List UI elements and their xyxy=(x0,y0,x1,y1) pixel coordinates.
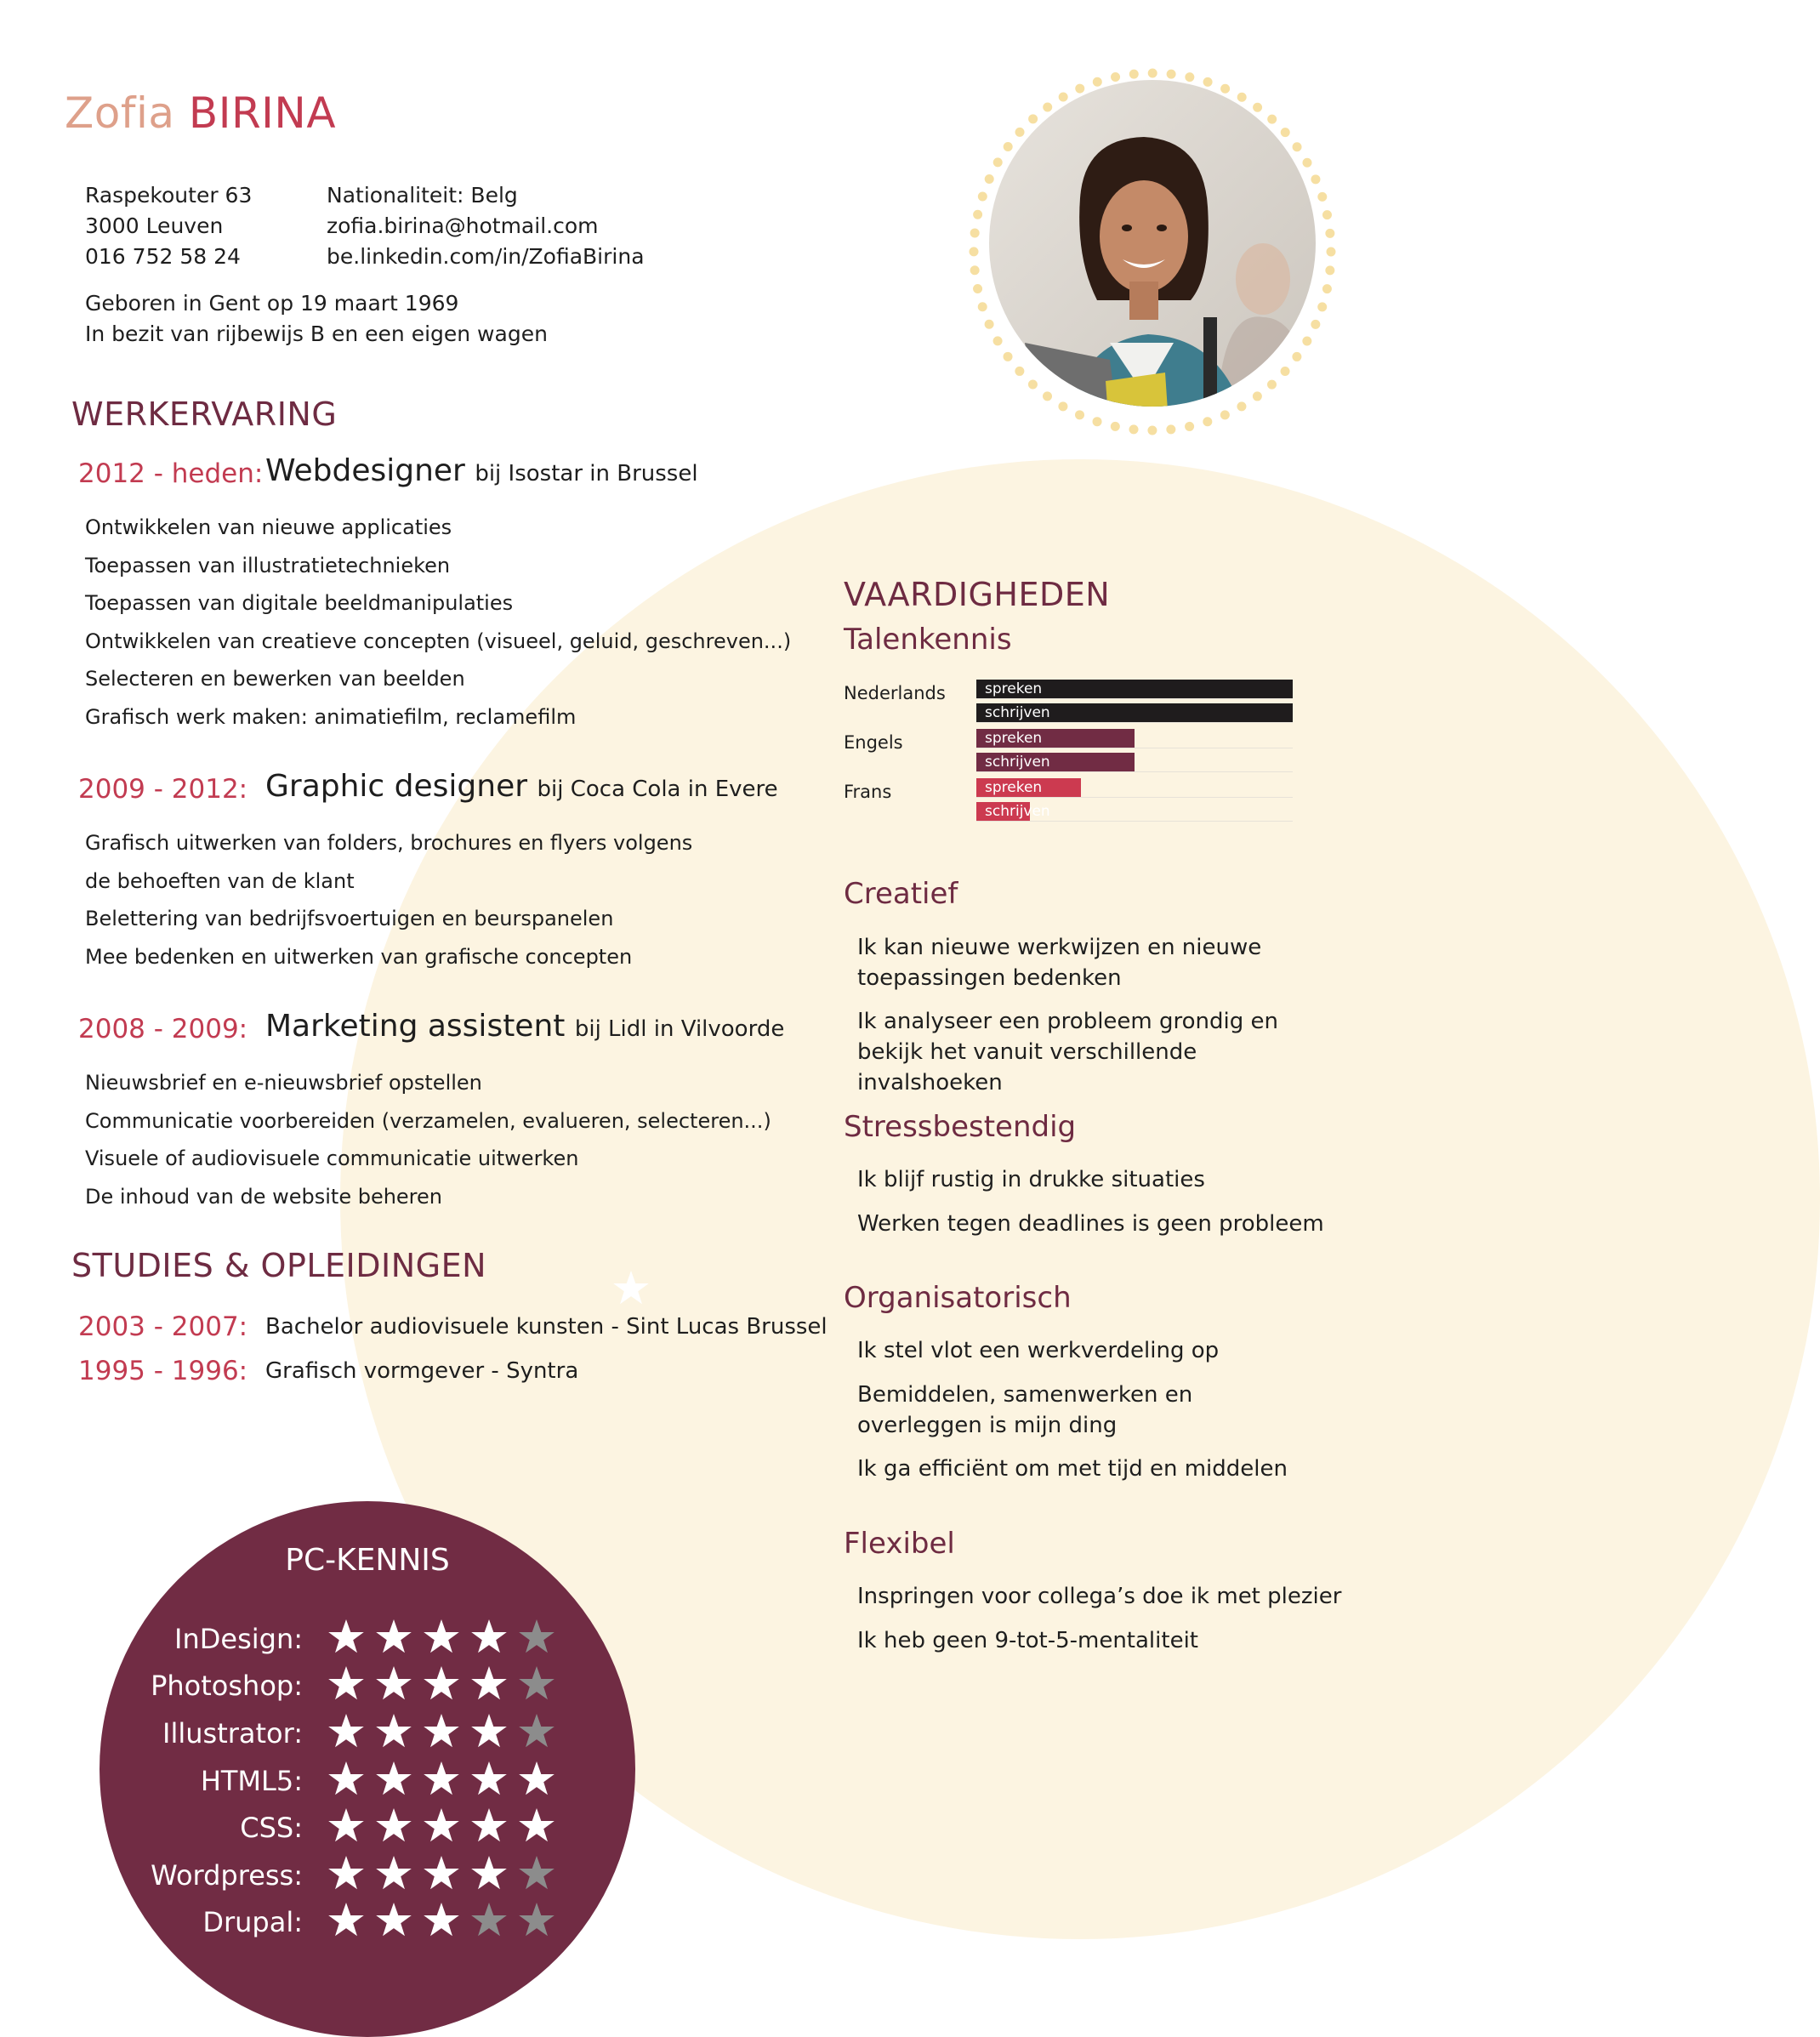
contact-block xyxy=(327,180,645,272)
nationality: Nationaliteit: Belg xyxy=(327,183,518,208)
star-filled-icon xyxy=(370,1714,418,1750)
pc-skill-label: Drupal: xyxy=(202,1906,303,1938)
study-date: 1995 - 1996: xyxy=(78,1356,248,1386)
duty-item: de behoeften van de klant xyxy=(85,868,355,893)
languages-title: Talenkennis xyxy=(844,623,1012,657)
pc-skills-title: PC-KENNIS xyxy=(285,1543,450,1578)
duty-item: Ontwikkelen van creatieve concepten (visueel, geluid, geschreven...) xyxy=(85,629,792,653)
star-filled-icon xyxy=(513,1761,560,1797)
star-filled-icon xyxy=(465,1714,513,1750)
job-role: Webdesigner xyxy=(265,453,465,488)
job-role: Graphic designer xyxy=(265,769,528,804)
job-title xyxy=(265,769,778,804)
star-filled-icon xyxy=(322,1903,370,1938)
language-name: Frans xyxy=(844,782,892,802)
skill-item: Ik ga efficiënt om met tijd en middelen xyxy=(857,1456,1288,1482)
pc-skill-label: HTML5: xyxy=(200,1765,303,1797)
language-bar: spreken xyxy=(976,729,1135,748)
star-filled-icon xyxy=(322,1808,370,1844)
skill-group-title: Creatief xyxy=(844,877,958,911)
language-name: Engels xyxy=(844,732,903,753)
duty-item: Grafisch werk maken: animatiefilm, reclamefilm xyxy=(85,704,577,729)
duty-item: Nieuwsbrief en e-nieuwsbrief opstellen xyxy=(85,1071,482,1095)
last-name: BIRINA xyxy=(188,88,337,138)
star-filled-icon xyxy=(418,1619,465,1655)
job-date: 2008 - 2009: xyxy=(78,1014,248,1044)
star-rating xyxy=(322,1903,560,1938)
address-line: 3000 Leuven xyxy=(85,213,224,238)
decorative-star-icon xyxy=(612,1271,650,1306)
skill-group-title: Organisatorisch xyxy=(844,1281,1072,1315)
pc-skill-label: Photoshop: xyxy=(151,1670,303,1702)
duty-item: Belettering van bedrijfsvoertuigen en beurspanelen xyxy=(85,907,614,931)
job-duties xyxy=(85,509,791,737)
star-filled-icon xyxy=(465,1856,513,1892)
star-rating xyxy=(322,1619,560,1655)
study-text: Grafisch vormgever - Syntra xyxy=(265,1358,579,1384)
pc-skill-label: CSS: xyxy=(240,1812,303,1844)
star-filled-icon xyxy=(418,1761,465,1797)
star-rating xyxy=(322,1761,560,1797)
star-filled-icon xyxy=(370,1808,418,1844)
duty-item: De inhoud van de website beheren xyxy=(85,1184,442,1209)
star-filled-icon xyxy=(370,1761,418,1797)
star-rating xyxy=(322,1666,560,1702)
star-filled-icon xyxy=(465,1761,513,1797)
star-filled-icon xyxy=(322,1856,370,1892)
duty-item: Ontwikkelen van nieuwe applicaties xyxy=(85,515,452,539)
profile-photo xyxy=(961,62,1344,445)
address-block xyxy=(85,180,252,272)
star-rating xyxy=(322,1714,560,1750)
study-date: 2003 - 2007: xyxy=(78,1312,248,1342)
star-empty-icon xyxy=(513,1666,560,1702)
phone-number: 016 752 58 24 xyxy=(85,244,241,269)
star-filled-icon xyxy=(322,1666,370,1702)
job-company: bij Isostar in Brussel xyxy=(475,461,698,486)
license-info: In bezit van rijbewijs B en een eigen wagen xyxy=(85,321,548,346)
language-bar: schrijven xyxy=(976,703,1293,722)
job-duties xyxy=(85,824,692,976)
email-link[interactable]: zofia.birina@hotmail.com xyxy=(327,213,599,238)
star-filled-icon xyxy=(465,1808,513,1844)
star-empty-icon xyxy=(513,1714,560,1750)
job-company: bij Lidl in Vilvoorde xyxy=(574,1016,785,1042)
star-filled-icon xyxy=(513,1808,560,1844)
star-filled-icon xyxy=(370,1666,418,1702)
skill-item: Ik blijf rustig in drukke situaties xyxy=(857,1167,1205,1192)
pc-skill-label: Illustrator: xyxy=(162,1717,303,1750)
study-text: Bachelor audiovisuele kunsten - Sint Lucas Brussel xyxy=(265,1314,828,1340)
experience-title: WERKERVARING xyxy=(71,395,338,433)
duty-item: Visuele of audiovisuele communicatie uitwerken xyxy=(85,1147,579,1171)
language-bar: spreken xyxy=(976,680,1293,698)
star-rating xyxy=(322,1856,560,1892)
duty-item: Toepassen van illustratietechnieken xyxy=(85,553,451,578)
star-empty-icon xyxy=(465,1903,513,1938)
star-empty-icon xyxy=(513,1856,560,1892)
job-date: 2012 - heden: xyxy=(78,458,264,489)
duty-item: Grafisch uitwerken van folders, brochures en flyers volgens xyxy=(85,831,693,855)
duty-item: Toepassen van digitale beeldmanipulaties xyxy=(85,591,514,616)
star-filled-icon xyxy=(465,1666,513,1702)
star-filled-icon xyxy=(370,1903,418,1938)
language-name: Nederlands xyxy=(844,683,946,703)
skills-title: VAARDIGHEDEN xyxy=(844,576,1111,613)
star-filled-icon xyxy=(322,1619,370,1655)
language-bar: schrijven xyxy=(976,802,1030,821)
language-bar: spreken xyxy=(976,778,1081,797)
skill-group-title: Flexibel xyxy=(844,1527,955,1561)
skill-item: Ik kan nieuwe werkwijzen en nieuwe toepassingen bedenken xyxy=(857,935,1262,991)
skill-item: Ik analyseer een probleem grondig en bekijk het vanuit verschillende invalshoeken xyxy=(857,1009,1278,1095)
star-empty-icon xyxy=(513,1619,560,1655)
studies-title: STUDIES & OPLEIDINGEN xyxy=(71,1247,487,1284)
skill-item: Ik stel vlot een werkverdeling op xyxy=(857,1338,1220,1363)
resume-name xyxy=(65,88,336,138)
personal-info xyxy=(85,288,548,350)
job-title xyxy=(265,1009,784,1044)
address-line: Raspekouter 63 xyxy=(85,183,253,208)
skill-item: Werken tegen deadlines is geen probleem xyxy=(857,1211,1324,1237)
job-role: Marketing assistent xyxy=(265,1009,566,1044)
first-name: Zofia xyxy=(65,88,175,138)
star-filled-icon xyxy=(465,1619,513,1655)
star-filled-icon xyxy=(418,1856,465,1892)
duty-item: Selecteren en bewerken van beelden xyxy=(85,667,465,691)
skill-group-title: Stressbestendig xyxy=(844,1110,1077,1144)
star-filled-icon xyxy=(370,1856,418,1892)
skill-item: Inspringen voor collega’s doe ik met plezier xyxy=(857,1584,1342,1609)
birth-info: Geboren in Gent op 19 maart 1969 xyxy=(85,291,459,316)
star-filled-icon xyxy=(418,1666,465,1702)
linkedin-link[interactable]: be.linkedin.com/in/ZofiaBirina xyxy=(327,244,645,269)
portrait-icon xyxy=(961,62,1344,445)
skill-item: Bemiddelen, samenwerken en overleggen is mijn ding xyxy=(857,1382,1193,1438)
job-duties xyxy=(85,1064,771,1215)
pc-skill-label: Wordpress: xyxy=(151,1859,303,1892)
skill-item: Ik heb geen 9-tot-5-mentaliteit xyxy=(857,1628,1198,1653)
star-filled-icon xyxy=(322,1714,370,1750)
star-filled-icon xyxy=(418,1903,465,1938)
star-empty-icon xyxy=(513,1903,560,1938)
duty-item: Communicatie voorbereiden (verzamelen, evalueren, selecteren...) xyxy=(85,1108,771,1133)
job-title xyxy=(265,453,698,488)
star-filled-icon xyxy=(418,1714,465,1750)
star-filled-icon xyxy=(370,1619,418,1655)
pc-skill-label: InDesign: xyxy=(174,1623,303,1655)
job-company: bij Coca Cola in Evere xyxy=(537,777,778,802)
star-filled-icon xyxy=(322,1761,370,1797)
star-filled-icon xyxy=(418,1808,465,1844)
language-bar: schrijven xyxy=(976,753,1135,771)
duty-item: Mee bedenken en uitwerken van grafische concepten xyxy=(85,944,633,969)
job-date: 2009 - 2012: xyxy=(78,774,248,805)
star-rating xyxy=(322,1808,560,1844)
